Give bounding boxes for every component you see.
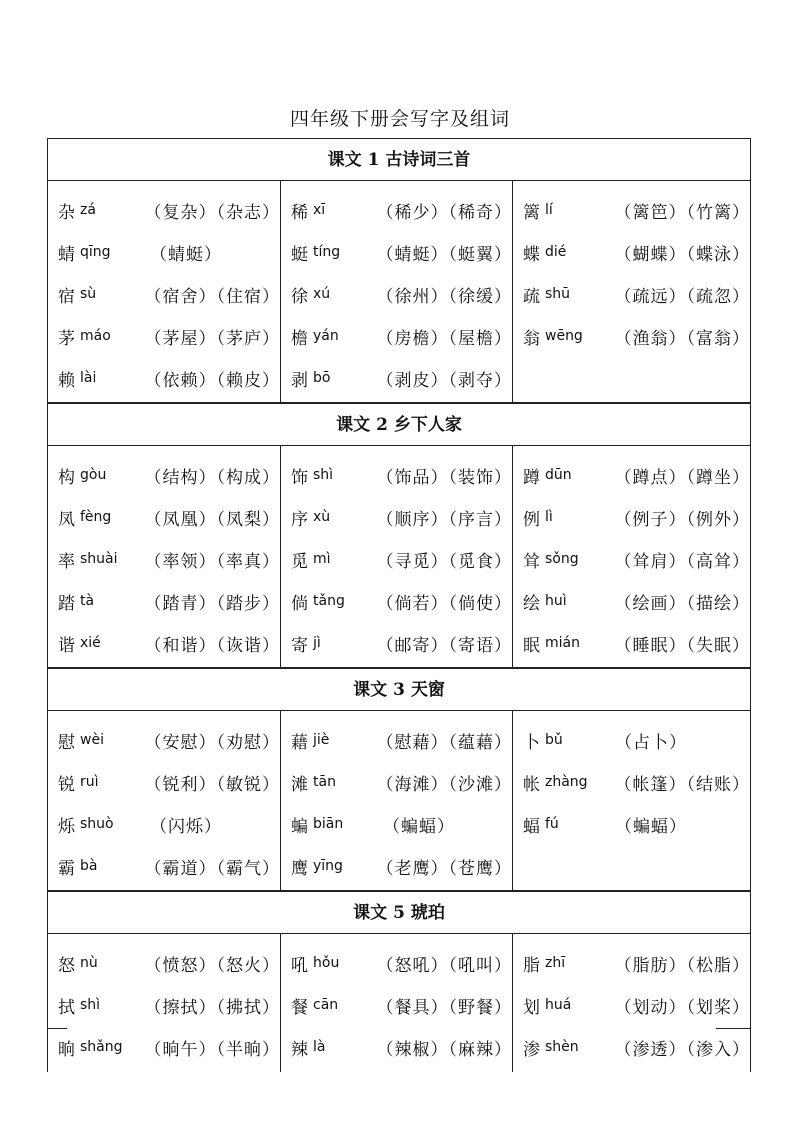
pinyin: wēng [545, 328, 583, 344]
word-entry [513, 942, 750, 984]
word-combinations: （结构）（构成） [144, 467, 280, 488]
word-combinations: （稀少）（稀奇） [376, 202, 512, 223]
word-entry [48, 189, 280, 231]
word-column [48, 181, 280, 402]
pinyin: mián [545, 635, 580, 651]
word-combinations: （安慰）（劝慰） [144, 732, 280, 753]
character: 赖 [58, 370, 75, 391]
word-entry [513, 231, 750, 273]
word-entry [513, 496, 750, 538]
character: 蹲 [523, 467, 540, 488]
pinyin: qīng [80, 244, 111, 260]
word-entry [281, 496, 512, 538]
word-combinations: （晌午）（半晌） [144, 1039, 280, 1060]
character: 眠 [523, 635, 540, 656]
character: 鹰 [291, 858, 308, 879]
word-combinations: （老鹰）（苍鹰） [376, 858, 512, 879]
lesson-heading: 课文 2 乡下人家 [47, 403, 751, 445]
character: 慰 [58, 732, 75, 753]
word-entry [48, 984, 280, 1026]
word-entry [281, 845, 512, 887]
character: 檐 [291, 328, 308, 349]
pinyin: tǎng [313, 593, 345, 609]
word-combinations: （占卜） [615, 732, 687, 753]
table-edge-left [47, 1028, 67, 1029]
character: 凤 [58, 509, 75, 530]
pinyin: lài [80, 370, 97, 386]
character: 蝙 [291, 816, 308, 837]
word-combinations: （顺序）（序言） [376, 509, 512, 530]
word-entry [281, 538, 512, 580]
character: 稀 [291, 202, 308, 223]
character: 谐 [58, 635, 75, 656]
lesson-section [47, 138, 751, 403]
word-combinations: （踏青）（踏步） [144, 593, 280, 614]
character: 宿 [58, 286, 75, 307]
vocab-table [47, 138, 751, 1072]
character: 蝶 [523, 244, 540, 265]
word-entry [513, 538, 750, 580]
pinyin: wèi [80, 732, 104, 748]
word-combinations: （闪烁） [150, 816, 222, 837]
word-entry [281, 231, 512, 273]
word-entry [48, 357, 280, 399]
character: 觅 [291, 551, 308, 572]
word-entry [281, 580, 512, 622]
word-combinations: （凤凰）（凤梨） [144, 509, 280, 530]
character: 帐 [523, 774, 540, 795]
character: 翁 [523, 328, 540, 349]
lesson-grid [47, 710, 751, 891]
table-edge-right [716, 1028, 751, 1029]
pinyin: sù [80, 286, 97, 302]
word-combinations: （渔翁）（富翁） [614, 328, 750, 349]
word-entry [513, 719, 750, 761]
pinyin: hǒu [313, 955, 340, 971]
word-combinations: （饰品）（装饰） [376, 467, 512, 488]
pinyin: yīng [313, 858, 343, 874]
word-combinations: （划动）（划桨） [614, 997, 750, 1018]
pinyin: nù [80, 955, 98, 971]
word-entry [513, 273, 750, 315]
lesson-section [47, 403, 751, 668]
word-combinations: （耸肩）（高耸） [614, 551, 750, 572]
pinyin: shuài [80, 551, 118, 567]
word-combinations: （邮寄）（寄语） [376, 635, 512, 656]
word-combinations: （蝙蝠） [383, 816, 455, 837]
pinyin: yán [313, 328, 339, 344]
pinyin: xú [313, 286, 331, 302]
word-combinations: （睡眠）（失眠） [614, 635, 750, 656]
lesson-section [47, 668, 751, 891]
word-column [280, 446, 512, 667]
pinyin: sǒng [545, 551, 579, 567]
character: 例 [523, 509, 540, 530]
character: 饰 [291, 467, 308, 488]
pinyin: mì [313, 551, 331, 567]
word-combinations: （蹲点）（蹲坐） [614, 467, 750, 488]
word-column [512, 711, 750, 890]
word-combinations: （海滩）（沙滩） [376, 774, 512, 795]
pinyin: xù [313, 509, 331, 525]
word-combinations: （蝙蝠） [615, 816, 687, 837]
word-combinations: （擦拭）（拂拭） [144, 997, 280, 1018]
character: 锐 [58, 774, 75, 795]
pinyin: lì [545, 509, 553, 525]
character: 剥 [291, 370, 308, 391]
word-entry [281, 273, 512, 315]
character: 拭 [58, 997, 75, 1018]
word-entry [48, 761, 280, 803]
character: 藉 [291, 732, 308, 753]
word-combinations: （例子）（例外） [614, 509, 750, 530]
character: 率 [58, 551, 75, 572]
word-entry [48, 315, 280, 357]
word-entry [281, 803, 512, 845]
character: 寄 [291, 635, 308, 656]
lesson-heading: 课文 3 天窗 [47, 668, 751, 710]
pinyin: zá [80, 202, 96, 218]
character: 划 [523, 997, 540, 1018]
word-entry [513, 580, 750, 622]
word-entry [281, 622, 512, 664]
character: 蜻 [58, 244, 75, 265]
word-entry [513, 1026, 750, 1068]
pinyin: xī [313, 202, 326, 218]
pinyin: zhī [545, 955, 566, 971]
word-entry [48, 942, 280, 984]
character: 构 [58, 467, 75, 488]
word-combinations: （疏远）（疏忽） [614, 286, 750, 307]
word-entry [513, 454, 750, 496]
word-combinations: （宿舍）（住宿） [144, 286, 280, 307]
pinyin: tà [80, 593, 95, 609]
pinyin: shèn [545, 1039, 579, 1055]
word-combinations: （餐具）（野餐） [376, 997, 512, 1018]
word-entry [48, 454, 280, 496]
pinyin: biān [313, 816, 344, 832]
word-combinations: （蜻蜓）（蜓翼） [376, 244, 512, 265]
pinyin: lí [545, 202, 553, 218]
word-combinations: （帐篷）（结账） [614, 774, 750, 795]
word-combinations: （辣椒）（麻辣） [376, 1039, 512, 1060]
word-entry [48, 231, 280, 273]
word-entry [281, 315, 512, 357]
pinyin: jiè [313, 732, 330, 748]
character: 耸 [523, 551, 540, 572]
pinyin: huì [545, 593, 567, 609]
word-entry [513, 984, 750, 1026]
character: 滩 [291, 774, 308, 795]
character: 卜 [523, 732, 540, 753]
word-combinations: （怒吼）（吼叫） [376, 955, 512, 976]
word-combinations: （徐州）（徐缓） [376, 286, 512, 307]
word-column [512, 446, 750, 667]
word-combinations: （率领）（率真） [144, 551, 280, 572]
pinyin: bà [80, 858, 98, 874]
word-entry [513, 761, 750, 803]
word-column [280, 181, 512, 402]
pinyin: máo [80, 328, 111, 344]
word-entry [48, 580, 280, 622]
word-combinations: （复杂）（杂志） [144, 202, 280, 223]
pinyin: jì [313, 635, 321, 651]
pinyin: gòu [80, 467, 107, 483]
word-entry [513, 189, 750, 231]
word-entry [48, 273, 280, 315]
word-combinations: （寻觅）（觅食） [376, 551, 512, 572]
character: 蜓 [291, 244, 308, 265]
character: 渗 [523, 1039, 540, 1060]
word-combinations: （茅屋）（茅庐） [144, 328, 280, 349]
word-combinations: （剥皮）（剥夺） [376, 370, 512, 391]
word-entry [48, 803, 280, 845]
word-entry [281, 719, 512, 761]
lesson-grid [47, 445, 751, 668]
pinyin: là [313, 1039, 326, 1055]
lesson-section [47, 891, 751, 1072]
pinyin: bǔ [545, 732, 563, 748]
character: 蝠 [523, 816, 540, 837]
character: 序 [291, 509, 308, 530]
character: 吼 [291, 955, 308, 976]
pinyin: fèng [80, 509, 112, 525]
lesson-grid [47, 933, 751, 1072]
word-column [280, 934, 512, 1072]
word-entry [513, 803, 750, 845]
lesson-heading: 课文 1 古诗词三首 [47, 138, 751, 180]
pinyin: tíng [313, 244, 341, 260]
word-column [48, 934, 280, 1072]
character: 餐 [291, 997, 308, 1018]
pinyin: shuò [80, 816, 114, 832]
pinyin: zhàng [545, 774, 588, 790]
pinyin: xié [80, 635, 101, 651]
word-entry [48, 496, 280, 538]
word-combinations: （倘若）（倘使） [376, 593, 512, 614]
character: 脂 [523, 955, 540, 976]
word-entry [281, 454, 512, 496]
pinyin: fú [545, 816, 559, 832]
character: 篱 [523, 202, 540, 223]
word-column [512, 934, 750, 1072]
pinyin: shì [80, 997, 101, 1013]
word-entry [48, 538, 280, 580]
character: 烁 [58, 816, 75, 837]
word-entry [48, 719, 280, 761]
word-entry [513, 315, 750, 357]
word-combinations: （慰藉）（蕴藉） [376, 732, 512, 753]
word-entry [281, 942, 512, 984]
character: 霸 [58, 858, 75, 879]
word-combinations: （霸道）（霸气） [144, 858, 280, 879]
character: 茅 [58, 328, 75, 349]
word-combinations: （蝴蝶）（蝶泳） [614, 244, 750, 265]
word-column [512, 181, 750, 402]
pinyin: bō [313, 370, 331, 386]
character: 绘 [523, 593, 540, 614]
word-entry [48, 622, 280, 664]
word-entry [281, 1026, 512, 1068]
word-combinations: （房檐）（屋檐） [376, 328, 512, 349]
word-entry [281, 761, 512, 803]
pinyin: shū [545, 286, 571, 302]
word-column [280, 711, 512, 890]
character: 疏 [523, 286, 540, 307]
lesson-grid [47, 180, 751, 403]
pinyin: cān [313, 997, 339, 1013]
word-combinations: （篱笆）（竹篱） [614, 202, 750, 223]
character: 辣 [291, 1039, 308, 1060]
pinyin: tān [313, 774, 336, 790]
pinyin: shǎng [80, 1039, 123, 1055]
word-combinations: （蜻蜓） [150, 244, 222, 265]
word-combinations: （依赖）（赖皮） [144, 370, 280, 391]
word-entry [48, 1026, 280, 1068]
word-combinations: （绘画）（描绘） [614, 593, 750, 614]
word-entry [281, 357, 512, 399]
pinyin: huá [545, 997, 572, 1013]
character: 踏 [58, 593, 75, 614]
word-entry [281, 189, 512, 231]
page-title: 四年级下册会写字及组词 [289, 108, 510, 130]
word-combinations: （愤怒）（怒火） [144, 955, 280, 976]
lesson-heading: 课文 5 琥珀 [47, 891, 751, 933]
pinyin: shì [313, 467, 334, 483]
pinyin: ruì [80, 774, 99, 790]
character: 倘 [291, 593, 308, 614]
character: 杂 [58, 202, 75, 223]
character: 徐 [291, 286, 308, 307]
pinyin: dié [545, 244, 567, 260]
word-column [48, 711, 280, 890]
word-combinations: （锐利）（敏锐） [144, 774, 280, 795]
word-combinations: （脂肪）（松脂） [614, 955, 750, 976]
character: 怒 [58, 955, 75, 976]
word-column [48, 446, 280, 667]
word-combinations: （和谐）（诙谐） [144, 635, 280, 656]
word-combinations: （渗透）（渗入） [614, 1039, 750, 1060]
word-entry [281, 984, 512, 1026]
character: 晌 [58, 1039, 75, 1060]
word-entry [513, 622, 750, 664]
pinyin: dūn [545, 467, 572, 483]
word-entry [48, 845, 280, 887]
